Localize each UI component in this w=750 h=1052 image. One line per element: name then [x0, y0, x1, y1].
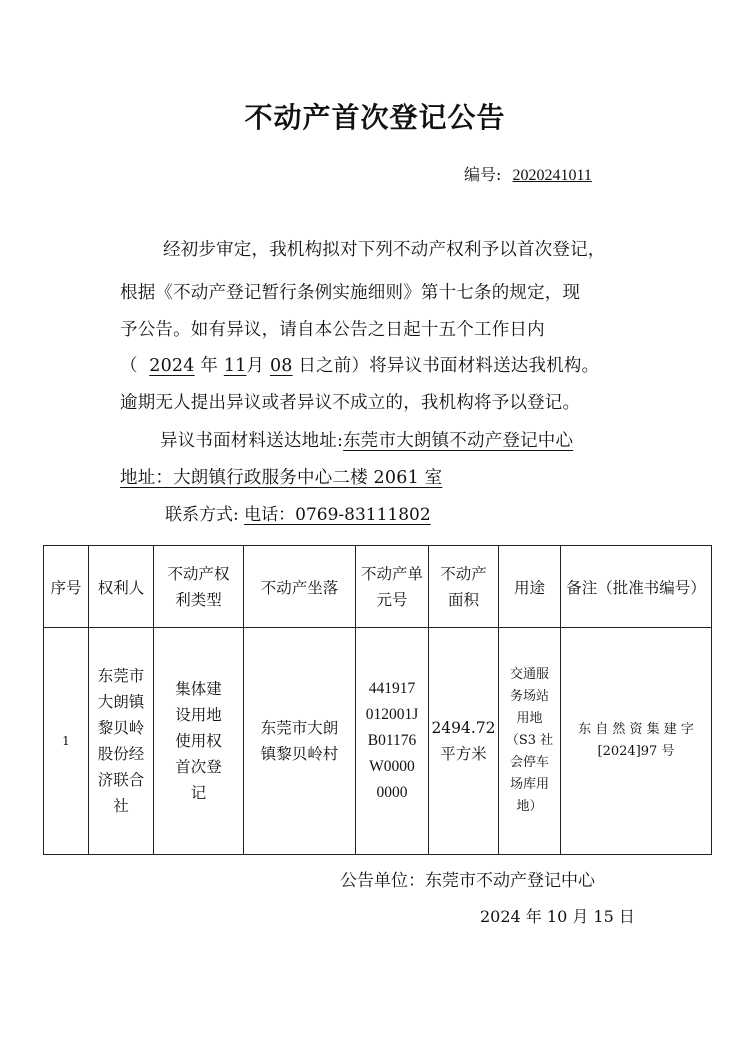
announcement-date: 2024 年 10 月 15 日: [480, 907, 635, 926]
deadline-month: 11: [223, 356, 247, 376]
deadline-day: 08: [269, 356, 293, 376]
cell-right-type: 集体建 设用地 使用权 首次登 记: [154, 628, 244, 855]
header-area: 不动产 面积: [429, 546, 499, 628]
cell-remark: 东 自 然 资 集 建 字 [2024]97 号: [561, 628, 712, 855]
document-number-label: 编号:: [464, 165, 502, 184]
header-seq: 序号: [44, 546, 89, 628]
deadline-rest: 日之前）将异议书面材料送达我机构。: [298, 356, 600, 376]
cell-unit-number: 441917 012001J B01176 W0000 0000: [356, 628, 429, 855]
header-right-type: 不动产权 利类型: [154, 546, 244, 628]
body-line-5: 逾期无人提出异议或者异议不成立的，我机构将予以登记。: [120, 393, 581, 413]
body-line-2: 根据《不动产登记暂行条例实施细则》第十七条的规定，现: [120, 283, 581, 303]
objection-address-value: 东莞市大朗镇不动产登记中心: [343, 431, 574, 451]
header-unit-number: 不动产单 元号: [356, 546, 429, 628]
objection-address-label: 异议书面材料送达地址:: [160, 431, 344, 451]
contact-phone: 电话：0769-83111802: [244, 505, 431, 525]
cell-usage: 交通服 务场站 用地 （S3 社 会停车 场库用 地）: [499, 628, 561, 855]
table-header-row: [44, 546, 712, 628]
contact-line: [165, 500, 431, 525]
document-number-value: 2020241011: [512, 167, 592, 184]
body-line-1: 经初步审定，我机构拟对下列不动产权利予以首次登记，: [163, 240, 606, 260]
cell-seq: 1: [44, 628, 89, 855]
body-line-3: 予公告。如有异议，请自本公告之日起十五个工作日内: [120, 320, 545, 340]
page-title: 不动产首次登记公告: [244, 101, 506, 134]
deadline-year: 2024: [149, 356, 195, 376]
header-remark: 备注（批准书编号）: [561, 546, 712, 628]
body-line-4: [120, 352, 599, 377]
header-holder: 权利人: [89, 546, 154, 628]
deadline-month-unit: 月: [246, 356, 265, 376]
document-number: [464, 162, 592, 185]
registration-table: [43, 545, 712, 855]
office-address-value: 地址：大朗镇行政服务中心二楼 2061 室: [120, 468, 443, 488]
header-location: 不动产坐落: [244, 546, 356, 628]
cell-location: 东莞市大朗 镇黎贝岭村: [244, 628, 356, 855]
office-address-line: [120, 464, 442, 489]
announcing-unit: 公告单位：东莞市不动产登记中心: [340, 871, 595, 891]
contact-label: 联系方式:: [165, 505, 239, 525]
deadline-open-paren: （: [120, 356, 138, 376]
objection-address-line: [160, 427, 573, 452]
cell-holder: 东莞市 大朗镇 黎贝岭 股份经 济联合 社: [89, 628, 154, 855]
deadline-year-unit: 年: [200, 356, 219, 376]
header-usage: 用途: [499, 546, 561, 628]
cell-area: 2494.72 平方米: [429, 628, 499, 855]
table-row: [44, 628, 712, 855]
